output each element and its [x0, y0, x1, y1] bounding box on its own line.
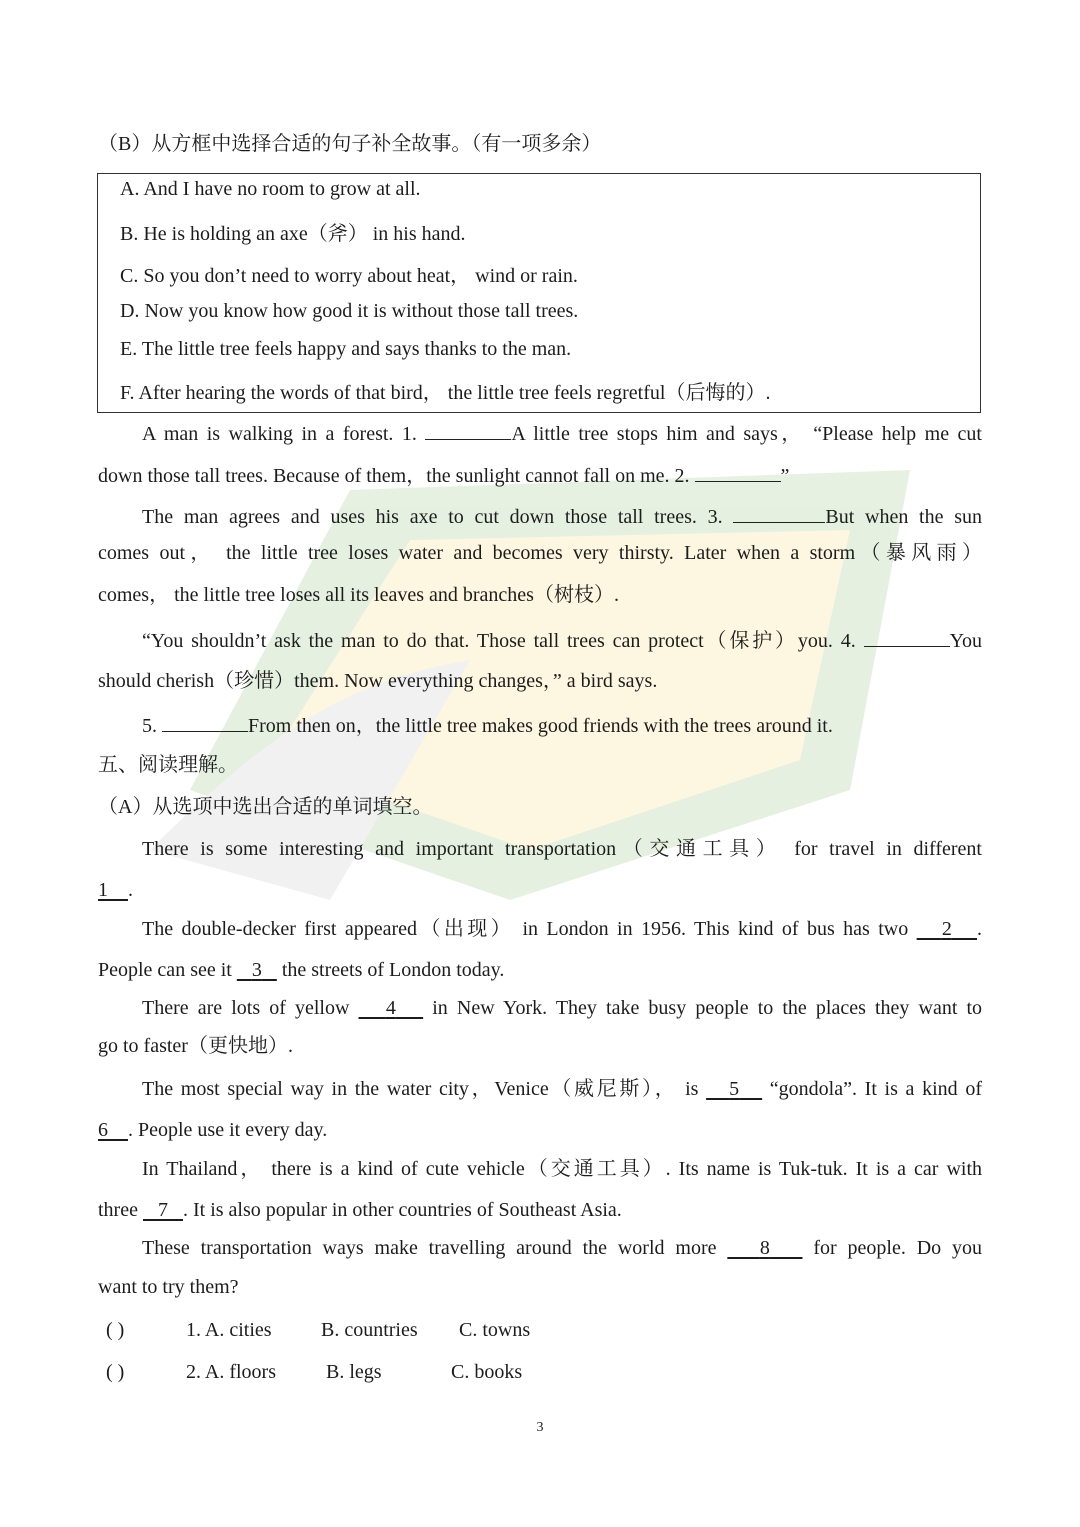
answer-blank-4[interactable] — [864, 628, 950, 647]
passage-line: want to try them? — [98, 1276, 239, 1298]
passage-line: People can see it 3 the streets of London today. — [98, 959, 505, 981]
option-e: E. The little tree feels happy and says thanks to the man. — [120, 338, 572, 360]
answer-blank-2[interactable] — [695, 463, 781, 482]
passage-line: The double-decker first appeared（出现） in London in 1956. This kind of bus has two 2 . — [142, 918, 983, 940]
page-number: 3 — [536, 1420, 544, 1435]
blank-number: 3 — [251, 959, 262, 981]
answer-blank-5[interactable] — [162, 713, 248, 732]
story-line: down those tall trees. Because of them，the sunlight cannot fall on me. 2. ” — [98, 465, 790, 487]
answer-blank-3[interactable] — [733, 504, 825, 523]
choice-a[interactable]: 2. A. floors — [186, 1361, 276, 1383]
passage-line: three 7 . It is also popular in other countries of Southeast Asia. — [98, 1199, 622, 1221]
section-5-heading: 五、阅读理解。 — [98, 754, 238, 776]
passage-line: go to faster（更快地）. — [98, 1035, 293, 1057]
blank-number: 4 — [385, 997, 396, 1019]
story-line: A man is walking in a forest. 1. A little tree stops him and says， “Please help me cut — [142, 423, 982, 445]
blank-number: 7 — [157, 1199, 168, 1221]
passage-line: The most special way in the water city，Venice（威尼斯）， is 5 “gondola”. It is a kind of — [142, 1078, 982, 1100]
story-line: “You shouldn’t ask the man to do that. Those tall trees can protect（保护）you. 4. You — [142, 630, 983, 652]
blank-number: 5 — [729, 1078, 740, 1100]
story-line: comes out， the little tree loses water and becomes very thirsty. Later when a storm（暴风雨） — [98, 542, 982, 564]
option-f: F. After hearing the words of that bird， the little tree feels regretful（后悔的）. — [120, 382, 771, 404]
blank-number: 8 — [759, 1237, 770, 1259]
passage-line: There are lots of yellow 4 in New York. They take busy people to the places they want to — [142, 997, 983, 1019]
option-c: C. So you don’t need to worry about heat， wind or rain. — [120, 265, 578, 287]
option-a: A. And I have no room to grow at all. — [120, 178, 421, 200]
passage-line: These transportation ways make travelling around the world more 8 for people. Do you — [142, 1237, 983, 1259]
part-b-heading: （B）从方框中选择合适的句子补全故事。（有一项多余） — [98, 133, 602, 155]
option-d: D. Now you know how good it is without those tall trees. — [120, 300, 579, 322]
story-line: 5. From then on，the little tree makes good friends with the trees around it. — [142, 715, 833, 737]
story-line: The man agrees and uses his axe to cut down those tall trees. 3. But when the sun — [142, 506, 983, 528]
blank-number: 6 — [98, 1119, 108, 1141]
passage-line: There is some interesting and important transportation（交通工具） for travel in different — [142, 838, 982, 860]
blank-number: 2 — [941, 918, 952, 940]
answer-paren[interactable]: ( ) — [106, 1361, 125, 1383]
part-a-heading: （A）从选项中选出合适的单词填空。 — [98, 796, 433, 818]
story-line: should cherish（珍惜）them. Now everything changes，” a bird says. — [98, 670, 658, 692]
choice-b[interactable]: B. legs — [326, 1361, 382, 1383]
options-box — [97, 173, 981, 413]
answer-paren[interactable]: ( ) — [106, 1319, 125, 1341]
choice-b[interactable]: B. countries — [321, 1319, 418, 1341]
choice-c[interactable]: C. books — [451, 1361, 523, 1383]
option-b: B. He is holding an axe（斧） in his hand. — [120, 223, 466, 245]
choice-c[interactable]: C. towns — [459, 1319, 531, 1341]
answer-blank-1[interactable] — [425, 421, 511, 440]
passage-line: 6 . People use it every day. — [98, 1119, 328, 1141]
choice-a[interactable]: 1. A. cities — [186, 1319, 272, 1341]
story-line: comes， the little tree loses all its leaves and branches（树枝）. — [98, 584, 619, 606]
passage-line: In Thailand， there is a kind of cute vehicle（交通工具）. Its name is Tuk-tuk. It is a car with — [142, 1158, 982, 1180]
passage-line: 1 . — [98, 879, 133, 901]
blank-number: 1 — [98, 879, 108, 901]
